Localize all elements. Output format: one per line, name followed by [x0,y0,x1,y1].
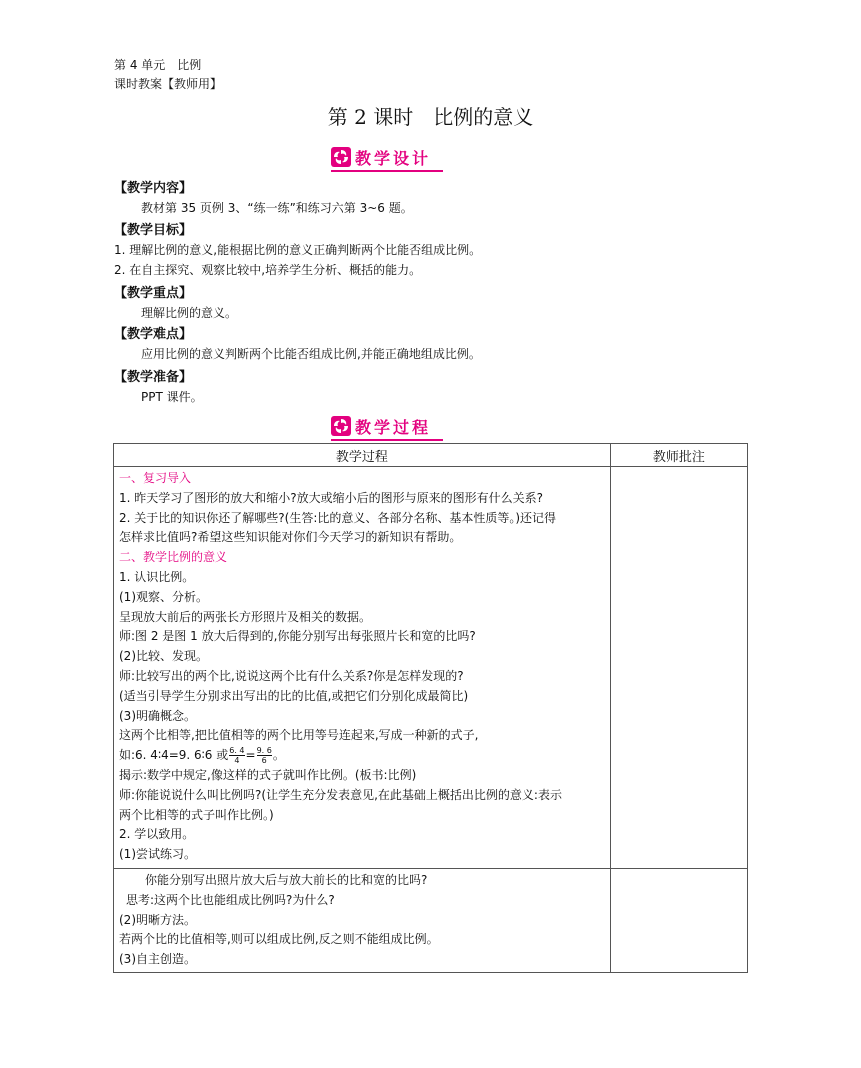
table-header-row [114,444,748,467]
list-item: 若两个比的比值相等,则可以组成比例,反之则不能组成比例。 [119,932,439,947]
teaching-process-badge [331,414,443,438]
list-item: 揭示:数学中规定,像这样的式子就叫作比例。(板书:比例) [119,767,417,782]
list-item: 你能分别写出照片放大后与放大前长的比和宽的比吗? [145,873,428,887]
section-text-difficulty: 应用比例的意义判断两个比能否组成比例,并能正确地组成比例。 [141,347,481,361]
section-heading-goals: 【教学目标】 [114,223,193,238]
fraction-denominator: 6 [261,756,267,766]
section-text-prep: PPT 课件。 [141,390,203,404]
formula-prefix: 如:6. 4∶4=9. 6∶6 或 [119,748,229,763]
list-item: (1)观察、分析。 [119,589,208,604]
list-item: 思考:这两个比也能组成比例吗?为什么? [126,892,335,907]
teaching-design-badge [331,145,443,169]
formula-end: 。 [272,748,285,763]
fraction-numerator: 6. 4 [229,746,245,756]
fraction [257,746,272,765]
list-item: 1. 昨天学习了图形的放大和缩小?放大或缩小后的图形与原来的图形有什么关系? [119,490,544,505]
equals-sign: = [245,748,256,763]
notes-cell [610,467,747,869]
section-text-goal-2: 2. 在自主探究、观察比较中,培养学生分析、概括的能力。 [114,263,422,277]
teaching-process-label: 教学过程 [355,417,432,437]
formula-line [119,746,605,766]
section-text-goal-1: 1. 理解比例的意义,能根据比例的意义正确判断两个比能否组成比例。 [114,243,482,257]
process-table [113,443,748,973]
swirl-logo-icon [331,147,351,167]
section-text-key: 理解比例的意义。 [141,306,238,320]
list-item: (1)尝试练习。 [119,847,196,862]
list-item: 呈现放大前后的两张长方形照片及相关的数据。 [119,609,372,624]
list-item: (2)比较、发现。 [119,649,208,664]
table-row [114,467,748,869]
section-heading-key: 【教学重点】 [114,286,193,301]
list-item: 师:图 2 是图 1 放大后得到的,你能分别写出每张照片长和宽的比吗? [119,629,476,644]
list-item: 怎样求比值吗?希望这些知识能对你们今天学习的新知识有帮助。 [119,530,462,545]
doc-type-label: 课时教案【教师用】 [114,77,223,91]
fraction-numerator: 9. 6 [256,746,272,756]
col-header-process: 教学过程 [114,444,611,467]
list-item: 2. 学以致用。 [119,827,195,842]
process-cell [114,467,611,869]
unit-label: 第 4 单元 比例 [114,58,202,72]
section-heading-difficulty: 【教学难点】 [114,327,193,342]
section-heading-content: 【教学内容】 [114,181,193,196]
list-item: 1. 认识比例。 [119,569,195,584]
list-item: 2. 关于比的知识你还了解哪些?(生答:比的意义、各部分名称、基本性质等。)还记得 [119,510,557,525]
fraction-denominator: 4 [234,756,240,766]
list-item: 师:你能说说什么叫比例吗?(让学生充分发表意见,在此基础上概括出比例的意义:表示 [119,787,562,802]
list-item: (3)自主创造。 [119,952,196,967]
list-item: 这两个比相等,把比值相等的两个比用等号连起来,写成一种新的式子, [119,728,479,743]
list-item: 两个比相等的式子叫作比例。) [119,807,274,822]
process-cell [114,869,611,973]
fraction [229,746,244,765]
page-title: 第 2 课时 比例的意义 [327,105,534,129]
list-item: 一、复习导入 [119,471,192,485]
list-item: 师:比较写出的两个比,说说这两个比有什么关系?你是怎样发现的? [119,668,464,683]
list-item: (2)明晰方法。 [119,912,196,927]
swirl-logo-icon [331,416,351,436]
list-item: (适当引导学生分别求出写出的比的比值,或把它们分别化成最简比) [119,688,469,703]
table-row [114,869,748,973]
list-item: 二、教学比例的意义 [119,550,228,565]
col-header-notes: 教师批注 [610,444,747,467]
section-text-content: 教材第 35 页例 3、“练一练”和练习六第 3~6 题。 [141,201,413,215]
list-item: (3)明确概念。 [119,708,196,723]
teaching-design-label: 教学设计 [355,148,432,168]
notes-cell [610,869,747,973]
section-heading-prep: 【教学准备】 [114,370,193,385]
